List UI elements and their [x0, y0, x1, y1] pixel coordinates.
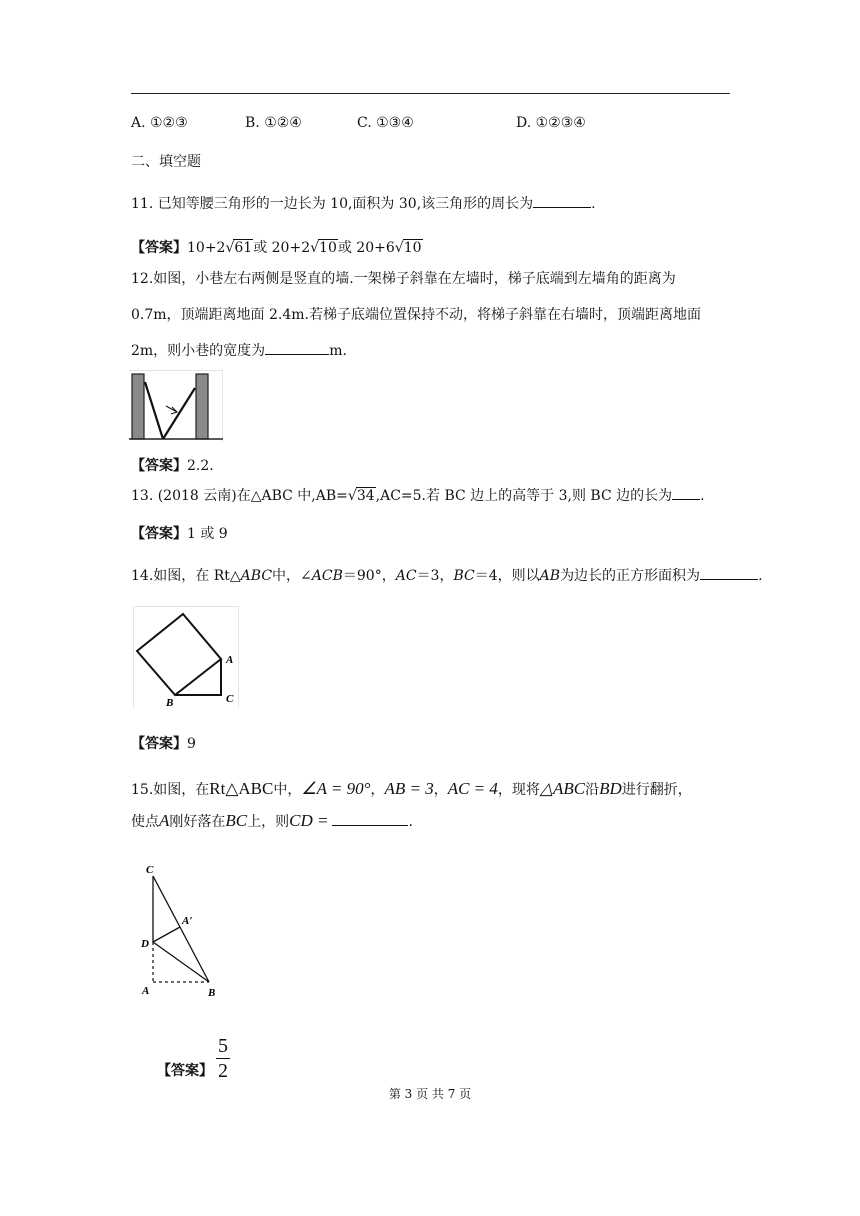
page-footer: 第 3 页 共 7 页 [388, 1087, 472, 1101]
question-14-text: ＝3， [416, 568, 454, 584]
math-triangle-abc: △ABC [539, 779, 586, 798]
math-ac: AC [395, 568, 417, 584]
math-abc: ABC [240, 568, 273, 584]
square-triangle-figure [133, 606, 239, 708]
question-14-text: 中，∠ [272, 568, 312, 584]
math-acb: ACB [311, 568, 343, 584]
option-c: C. ①③④ [357, 115, 414, 131]
sqrt-61: √61 [225, 240, 253, 256]
question-14-text: 14.如图，在 Rt△ [131, 568, 241, 584]
fraction-numerator: 5 [218, 1035, 228, 1057]
question-15-text: 15.如图，在 [131, 782, 210, 798]
answer-11 [131, 238, 423, 258]
question-14-text: ＝90°， [342, 568, 396, 584]
answer-blank [672, 485, 700, 500]
answer-blank [265, 340, 329, 355]
math-bd: BD [599, 779, 622, 798]
math-bc: BC [453, 568, 475, 584]
alley-ladder-figure [129, 370, 223, 442]
question-15-text: 进行翻折， [621, 782, 692, 798]
answer-14-value: 9 [187, 736, 196, 752]
math-ac: AC = 4 [447, 779, 498, 798]
answer-blank [332, 811, 408, 826]
label-a: A [142, 985, 150, 997]
answer-11-part: 或 20+2 [253, 240, 311, 256]
answer-label: 【答案】 [131, 240, 187, 256]
question-15-tail: . [408, 814, 413, 830]
sqrt-10: √10 [394, 240, 422, 256]
option-a: A. ①②③ [131, 115, 188, 131]
fraction-denominator: 2 [218, 1060, 228, 1082]
label-a-prime: A′ [182, 915, 193, 927]
math-rt-abc: Rt△ABC [209, 779, 274, 798]
question-13-text: ,AC=5.若 BC 边上的高等于 3,则 BC 边的长为 [375, 488, 673, 504]
label-b: B [208, 987, 216, 999]
question-15-text: 使点 [131, 814, 159, 830]
question-14-text: 为边长的正方形面积为 [560, 568, 701, 584]
answer-14 [131, 734, 196, 754]
top-rule [131, 93, 730, 94]
fraction-bar [216, 1058, 230, 1059]
question-15-text: 中， [273, 782, 302, 798]
radicand: 34 [356, 488, 375, 504]
question-12-unit: m. [329, 343, 347, 359]
question-12-line-3 [131, 340, 347, 361]
question-13-text: 13. (2018 云南)在△ABC 中,AB= [131, 488, 348, 504]
math-ab: AB = 3 [384, 779, 434, 798]
question-15-text: ，现将 [497, 782, 540, 798]
math-angle-a: ∠A = 90° [301, 779, 371, 798]
answer-12-value: 2.2. [187, 458, 214, 474]
question-15-line-1 [131, 778, 692, 801]
answer-label: 【答案】 [131, 526, 187, 542]
answer-12 [131, 456, 214, 476]
question-12-line-1: 12.如图，小巷左右两侧是竖直的墙.一架梯子斜靠在左墙时，梯子底端到左墙角的距离为 [131, 271, 676, 287]
question-15-text: 沿 [585, 782, 600, 798]
question-15-text: 刚好落在 [169, 814, 226, 830]
sqrt-10: √10 [310, 240, 337, 256]
fold-triangle-figure [138, 858, 228, 1000]
answer-blank [533, 193, 591, 208]
question-11-tail: . [591, 196, 596, 212]
question-14-text: ＝4，则以 [474, 568, 540, 584]
answer-13 [131, 524, 228, 544]
section-title: 二、填空题 [131, 154, 201, 170]
question-15-text: ， [370, 782, 385, 798]
answer-13-value: 1 或 9 [187, 526, 228, 542]
label-c: C [146, 864, 154, 876]
answer-label: 【答案】 [131, 458, 187, 474]
answer-11-part: 10+2 [187, 240, 226, 256]
option-b: B. ①②④ [245, 115, 302, 131]
label-a: A [226, 654, 234, 666]
math-bc: BC [225, 811, 248, 830]
radicand: 10 [403, 240, 422, 256]
answer-label: 【答案】 [157, 1063, 213, 1079]
question-15-text: 上，则 [247, 814, 290, 830]
radicand: 10 [319, 240, 337, 256]
sqrt-34: √34 [347, 488, 375, 504]
question-11-text: 11. 已知等腰三角形的一边长为 10,面积为 30,该三角形的周长为 [131, 196, 534, 212]
answer-blank [700, 565, 758, 580]
math-a: A [159, 811, 170, 830]
question-14 [131, 565, 763, 586]
question-14-tail: . [758, 568, 763, 584]
math-ab: AB [539, 568, 561, 584]
question-13-tail: . [700, 488, 705, 504]
question-15-line-2 [131, 810, 413, 833]
label-d: D [141, 938, 149, 950]
answer-label: 【答案】 [131, 736, 187, 752]
question-12-text: 2m，则小巷的宽度为 [131, 343, 266, 359]
answer-15-fraction [216, 1035, 230, 1082]
question-12-line-2: 0.7m，顶端距离地面 2.4m.若梯子底端位置保持不动，将梯子斜靠在右墙时，顶端距离地面 [131, 307, 701, 323]
option-d: D. ①②③④ [516, 115, 586, 131]
radicand: 61 [234, 240, 253, 256]
answer-11-part: 或 20+6 [337, 240, 395, 256]
label-c: C [226, 693, 234, 705]
question-15-text: ， [433, 782, 448, 798]
question-13 [131, 485, 705, 506]
label-b: B [166, 697, 174, 708]
math-cd: CD = [289, 811, 329, 830]
question-11 [131, 193, 596, 214]
